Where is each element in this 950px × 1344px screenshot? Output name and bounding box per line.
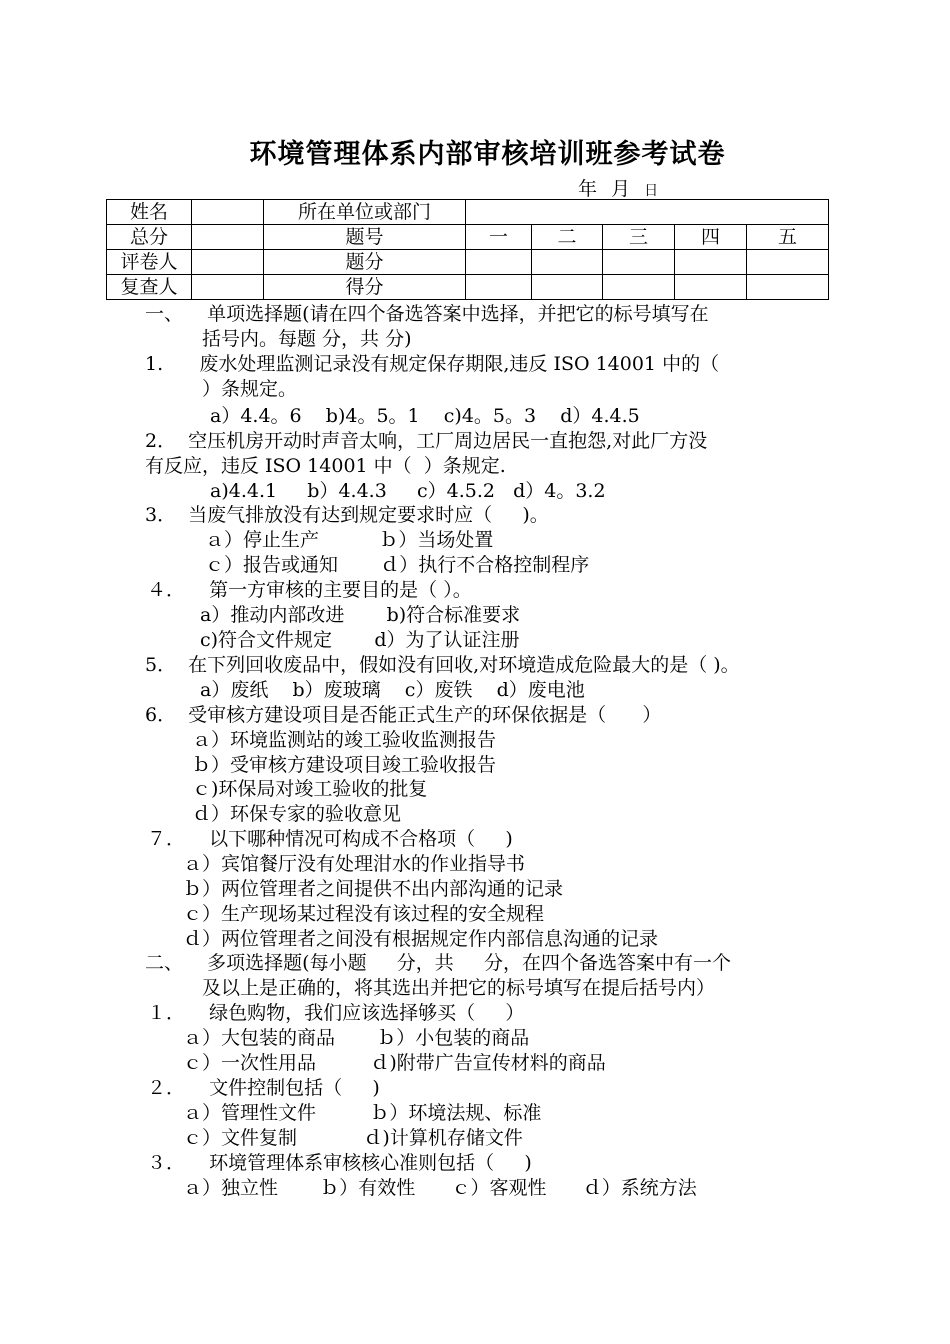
question-1-2-cont: 有反应，违反 ISO 14001 中（ ）条规定. — [145, 455, 506, 477]
question-1-5: 5． 在下列回收废品中，假如没有回收,对环境造成危险最大的是（ )。 — [145, 654, 740, 676]
question-2-1-options-c: ｃ）一次性用品 ｄ)附带广告宣传材料的商品 — [183, 1052, 606, 1074]
question-1-1-cont: ）条规定。 — [202, 378, 298, 400]
section-2-heading: 二、 多项选择题(每小题 分，共 分，在四个备选答案中有一个 — [145, 952, 731, 974]
question-1-7: ７． 以下哪种情况可构成不合格项（ ) — [147, 828, 513, 850]
score-cell[interactable] — [747, 250, 829, 275]
unit-label: 所在单位或部门 — [264, 200, 466, 225]
section-2-heading-cont: 及以上是正确的，将其选出并把它的标号填写在提后括号内） — [202, 977, 716, 999]
question-1-4: ４． 第一方审核的主要目的是（ ）。 — [147, 579, 472, 601]
question-1-7-option-b: ｂ）两位管理者之间提供不出内部沟通的记录 — [183, 878, 564, 900]
points-cell[interactable] — [675, 275, 747, 300]
question-1-4-options-a: a）推动内部改进 b)符合标准要求 — [200, 604, 521, 626]
score-cell[interactable] — [603, 250, 675, 275]
reviewer-field[interactable] — [192, 275, 264, 300]
month-label: 月 — [611, 178, 631, 200]
points-cell[interactable] — [532, 275, 603, 300]
question-no-label: 题号 — [264, 225, 466, 250]
score-label: 题分 — [264, 250, 466, 275]
question-1-4-options-c: c)符合文件规定 d）为了认证注册 — [200, 629, 520, 651]
score-cell[interactable] — [532, 250, 603, 275]
reviewer-label: 复查人 — [107, 275, 192, 300]
question-1-6: 6． 受审核方建设项目是否能正式生产的环保依据是（ ） — [145, 704, 662, 726]
grader-label: 评卷人 — [107, 250, 192, 275]
points-label: 得分 — [264, 275, 466, 300]
score-cell[interactable] — [466, 250, 532, 275]
date-line — [578, 174, 658, 201]
question-1-2: 2． 空压机房开动时声音太响，工厂周边居民一直抱怨,对此厂方没 — [145, 430, 708, 452]
name-label: 姓名 — [107, 200, 192, 225]
question-1-6-option-d: ｄ）环保专家的验收意见 — [192, 803, 402, 825]
question-2-3: ３． 环境管理体系审核核心准则包括（ ) — [147, 1152, 532, 1174]
name-field[interactable] — [192, 200, 264, 225]
question-1-header: 一 — [466, 225, 532, 250]
question-2-1-options-a: ａ）大包装的商品 ｂ）小包装的商品 — [183, 1027, 530, 1049]
question-1-3: 3． 当废气排放没有达到规定要求时应（ )。 — [145, 504, 549, 526]
question-1-1-options: a）4.4。6 b)4。5。1 c)4。5。3 d）4.4.5 — [210, 405, 640, 427]
question-2-2-options-c: ｃ）文件复制 ｄ)计算机存储文件 — [183, 1127, 523, 1149]
question-2-header: 二 — [532, 225, 603, 250]
question-1-2-options: a)4.4.1 b）4.4.3 c）4.5.2 d）4。3.2 — [210, 480, 606, 502]
question-1-7-option-a: ａ）宾馆餐厅没有处理泔水的作业指导书 — [183, 853, 526, 875]
score-cell[interactable] — [675, 250, 747, 275]
score-table — [106, 199, 829, 300]
total-field[interactable] — [192, 225, 264, 250]
points-cell[interactable] — [466, 275, 532, 300]
question-1-6-option-c: ｃ)环保局对竣工验收的批复 — [192, 778, 428, 800]
unit-field[interactable] — [466, 200, 829, 225]
section-1-heading: 一、 单项选择题(请在四个备选答案中选择，并把它的标号填写在 — [145, 303, 709, 325]
year-label: 年 — [578, 178, 598, 200]
question-3-header: 三 — [603, 225, 675, 250]
points-cell[interactable] — [747, 275, 829, 300]
question-1-1: 1. 废水处理监测记录没有规定保存期限,违反 ISO 14001 中的（ — [145, 353, 720, 375]
question-2-1: １． 绿色购物，我们应该选择够买（ ） — [147, 1002, 525, 1024]
question-1-3-options-a: ａ）停止生产 ｂ）当场处置 — [205, 529, 494, 551]
section-1-heading-cont: 括号内。每题 分，共 分) — [202, 328, 412, 350]
question-2-2-options-a: ａ）管理性文件 ｂ）环境法规、标准 — [183, 1102, 542, 1124]
question-2-2: ２． 文件控制包括（ ) — [147, 1077, 380, 1099]
day-label: 日 — [644, 183, 659, 199]
question-1-6-option-a: ａ）环境监测站的竣工验收监测报告 — [192, 729, 497, 751]
total-label: 总分 — [107, 225, 192, 250]
question-1-6-option-b: ｂ）受审核方建设项目竣工验收报告 — [192, 754, 497, 776]
question-1-3-options-c: ｃ）报告或通知 ｄ）执行不合格控制程序 — [205, 554, 590, 576]
question-1-5-options: a）废纸 b）废玻璃 c）废铁 d）废电池 — [200, 679, 585, 701]
question-1-7-option-d: ｄ）两位管理者之间没有根据规定作内部信息沟通的记录 — [183, 928, 659, 950]
question-1-7-option-c: ｃ）生产现场某过程没有该过程的安全规程 — [183, 903, 545, 925]
question-5-header: 五 — [747, 225, 829, 250]
page-title: 环境管理体系内部审核培训班参考试卷 — [249, 139, 726, 170]
question-2-3-options: ａ）独立性 ｂ）有效性 ｃ）客观性 ｄ）系统方法 — [183, 1177, 697, 1199]
question-4-header: 四 — [675, 225, 747, 250]
grader-field[interactable] — [192, 250, 264, 275]
points-cell[interactable] — [603, 275, 675, 300]
